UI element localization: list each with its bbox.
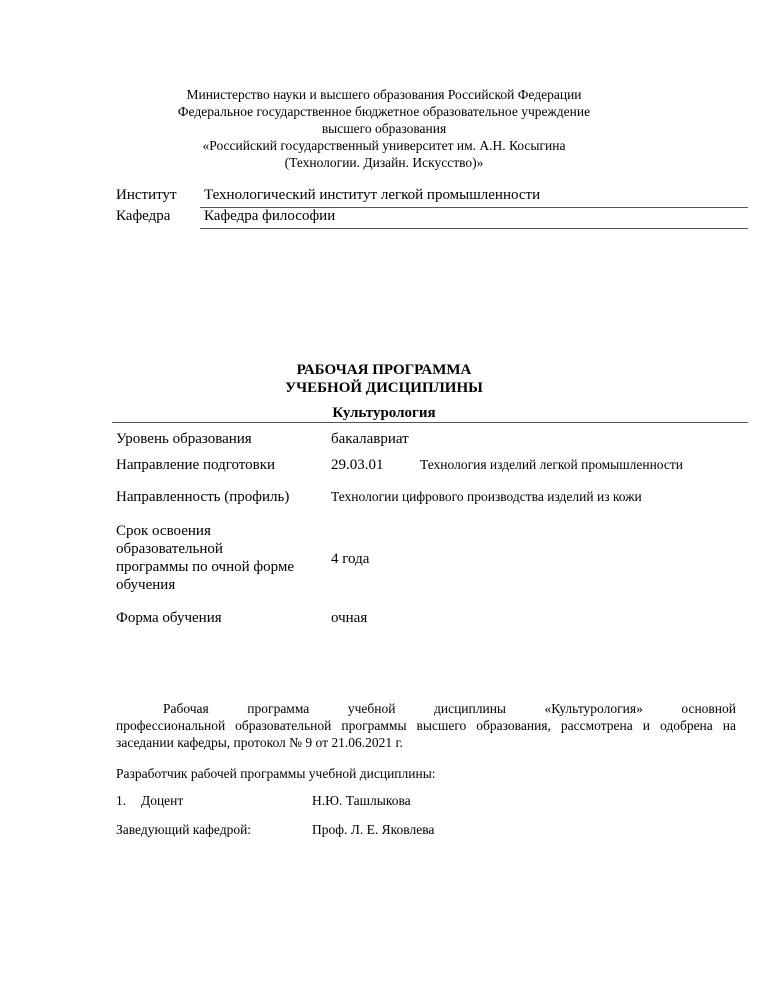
term-label-line-3: программы по очной форме: [116, 559, 295, 575]
discipline-underline: [112, 422, 748, 423]
header-line-3: высшего образования: [321, 121, 447, 136]
developer-position: Доцент: [141, 793, 184, 808]
head-name: Проф. Л. Е. Яковлева: [312, 822, 435, 837]
header-line-5: (Технологии. Дизайн. Искусство)»: [284, 155, 484, 170]
header-line-4: «Российский государственный университет им. А.Н. Косыгина: [202, 138, 566, 153]
doc-title-line-2: УЧЕБНОЙ ДИСЦИПЛИНЫ: [285, 380, 483, 396]
level-value: бакалавриат: [331, 431, 409, 447]
department-row: [116, 208, 748, 228]
institute-label: Институт: [116, 187, 177, 203]
term-label-line-2: образовательной: [116, 541, 223, 557]
direction-name: Технология изделий легкой промышленности: [420, 457, 684, 472]
level-label: Уровень образования: [116, 431, 252, 447]
department-label: Кафедра: [116, 208, 171, 224]
form-label: Форма обучения: [116, 610, 222, 626]
head-label: Заведующий кафедрой:: [116, 822, 252, 837]
term-value: 4 года: [331, 551, 370, 567]
developer-heading: Разработчик рабочей программы учебной дисциплины:: [116, 766, 436, 781]
doc-title-line-1: РАБОЧАЯ ПРОГРАММА: [296, 362, 472, 378]
profile-value: Технологии цифрового производства изделий из кожи: [331, 489, 642, 504]
approval-paragraph: [116, 700, 736, 751]
profile-label: Направленность (профиль): [116, 489, 290, 505]
institute-value: Технологический институт легкой промышленности: [200, 187, 748, 208]
discipline-name: Культурология: [332, 405, 436, 421]
approval-paragraph-rest: профессиональной образовательной программы высшего образования, рассмотрена и одобрена на заседании кафедры, протокол № 9 от 21.06.2021 г.: [116, 718, 736, 750]
header-line-1: Министерство науки и высшего образования Российской Федерации: [186, 87, 582, 102]
direction-label: Направление подготовки: [116, 457, 276, 473]
term-label-line-4: обучения: [116, 577, 176, 593]
term-label-line-1: Срок освоения: [116, 523, 211, 539]
header-line-2: Федеральное государственное бюджетное образовательное учреждение: [177, 104, 591, 119]
developer-number: 1.: [116, 793, 127, 808]
form-value: очная: [331, 610, 368, 626]
developer-name: Н.Ю. Ташлыкова: [312, 793, 411, 808]
institute-row: [116, 187, 748, 207]
term-label: [116, 522, 294, 594]
department-value: Кафедра философии: [200, 208, 748, 229]
ministry-header: [100, 86, 668, 171]
approval-paragraph-line-1: Рабочая программа учебной дисциплины «Культурология» основной: [163, 701, 736, 716]
direction-code: 29.03.01: [331, 457, 384, 473]
